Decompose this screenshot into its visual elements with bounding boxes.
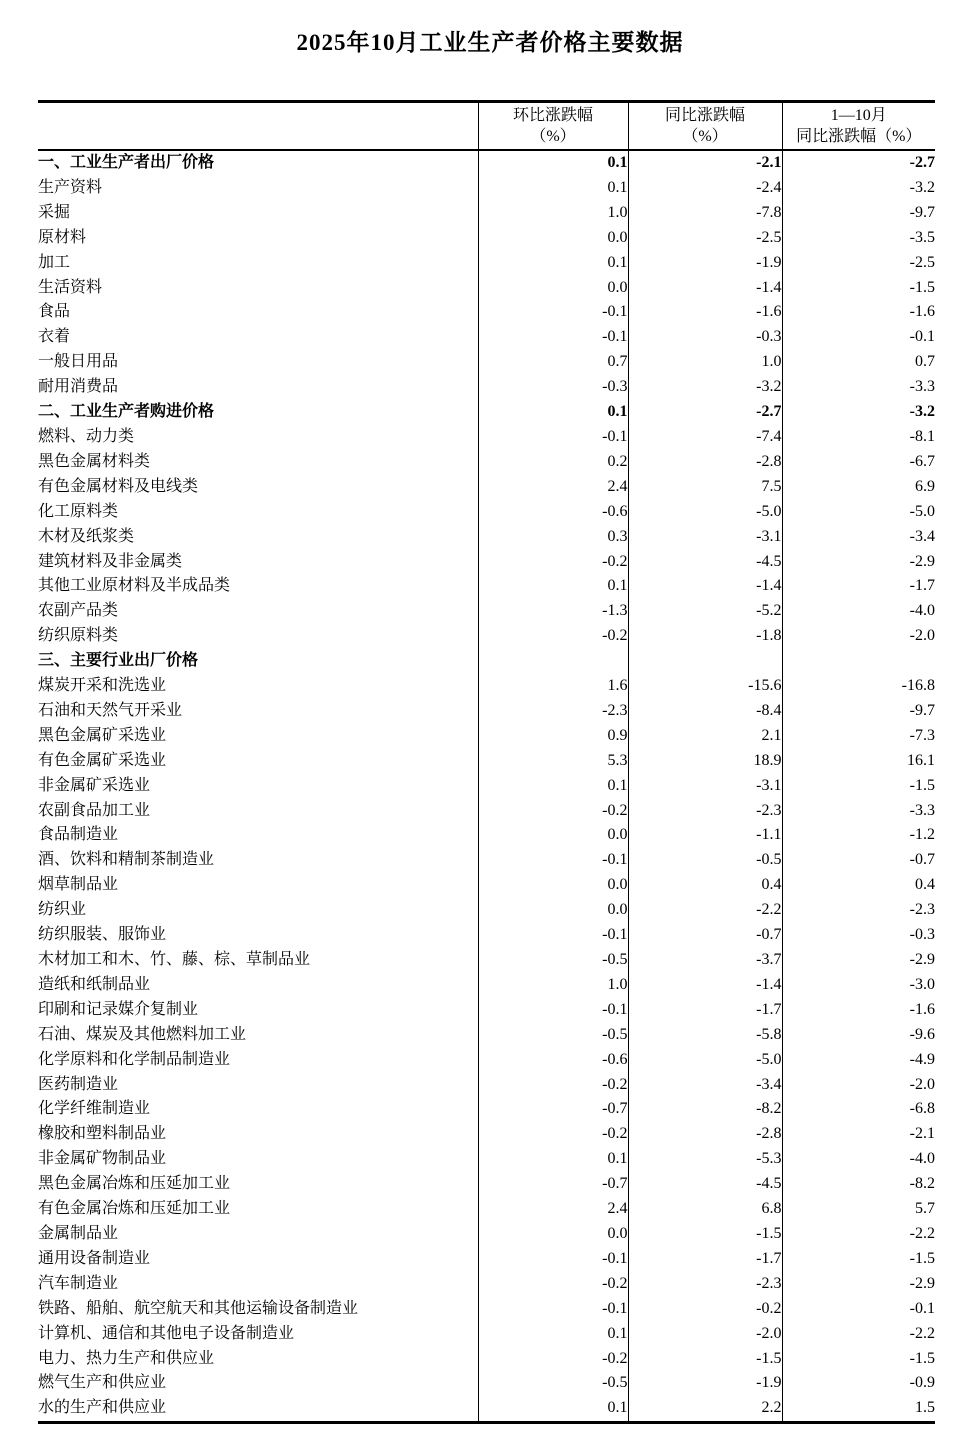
header-yoy-line2: （%）	[682, 128, 728, 145]
row-value-yoy: 0.4	[628, 873, 782, 898]
row-label: 非金属矿物制品业	[38, 1150, 167, 1168]
row-value-mom: 1.6	[478, 674, 628, 699]
table-row	[38, 1297, 935, 1322]
row-value-mom: 0.1	[478, 774, 628, 799]
row-value-yoy: -1.9	[628, 251, 782, 276]
row-value-yoy: 2.2	[628, 1396, 782, 1422]
page-title: 2025年10月工业生产者价格主要数据	[296, 30, 684, 55]
row-label: 加工	[38, 253, 71, 271]
row-label: 化学纤维制造业	[38, 1100, 151, 1118]
row-value-cumulative: 5.7	[782, 1197, 935, 1222]
table-row	[38, 724, 935, 749]
row-label: 其他工业原材料及半成品类	[38, 577, 231, 595]
row-value-yoy: -1.5	[628, 1222, 782, 1247]
row-value-mom: 0.1	[478, 251, 628, 276]
row-value-mom: 0.7	[478, 350, 628, 375]
table-row	[38, 1073, 935, 1098]
table-row	[38, 150, 935, 176]
header-mom	[478, 102, 628, 151]
row-label: 原材料	[38, 228, 87, 246]
table-row	[38, 923, 935, 948]
row-value-mom: 0.3	[478, 525, 628, 550]
row-value-mom: 2.4	[478, 475, 628, 500]
row-label: 通用设备制造业	[38, 1249, 151, 1267]
row-label: 食品	[38, 303, 71, 321]
row-value-yoy: -3.1	[628, 525, 782, 550]
row-value-mom: 0.2	[478, 450, 628, 475]
table-row	[38, 1048, 935, 1073]
table-row	[38, 1197, 935, 1222]
row-label: 电力、热力生产和供应业	[38, 1349, 215, 1367]
row-value-cumulative: -2.2	[782, 1222, 935, 1247]
table-row	[38, 749, 935, 774]
row-value-yoy: -5.8	[628, 1023, 782, 1048]
row-value-yoy: -2.1	[628, 150, 782, 176]
row-value-yoy: -1.5	[628, 1347, 782, 1372]
table-row	[38, 1272, 935, 1297]
table-row	[38, 1396, 935, 1422]
row-label: 石油和天然气开采业	[38, 701, 183, 719]
header-mom-line2: （%）	[530, 128, 576, 145]
row-value-mom: 0.1	[478, 400, 628, 425]
row-value-mom: 0.1	[478, 574, 628, 599]
row-value-mom: -0.1	[478, 923, 628, 948]
row-label: 黑色金属矿采选业	[38, 726, 167, 744]
row-label: 有色金属材料及电线类	[38, 477, 199, 495]
row-label: 农副产品类	[38, 602, 119, 620]
row-value-mom: -0.6	[478, 500, 628, 525]
row-value-mom: -0.1	[478, 1297, 628, 1322]
table-row	[38, 375, 935, 400]
header-mom-line1: 环比涨跌幅	[512, 107, 593, 124]
row-value-yoy: -4.5	[628, 1172, 782, 1197]
row-value-mom: 0.1	[478, 1396, 628, 1422]
header-category	[38, 102, 478, 151]
row-value-cumulative: -1.6	[782, 300, 935, 325]
row-value-yoy: -1.9	[628, 1371, 782, 1396]
row-value-yoy: -2.3	[628, 1272, 782, 1297]
row-label: 采掘	[38, 203, 71, 221]
table-row	[38, 226, 935, 251]
row-value-mom: 2.4	[478, 1197, 628, 1222]
table-row	[38, 450, 935, 475]
table-row	[38, 1023, 935, 1048]
row-value-yoy: 18.9	[628, 749, 782, 774]
row-label: 纺织业	[38, 901, 87, 919]
row-label: 生产资料	[38, 178, 103, 196]
row-value-cumulative: -5.0	[782, 500, 935, 525]
row-value-cumulative: -16.8	[782, 674, 935, 699]
row-value-cumulative: -1.5	[782, 774, 935, 799]
row-value-yoy: -1.6	[628, 300, 782, 325]
row-value-cumulative: -9.7	[782, 699, 935, 724]
row-value-cumulative: -2.9	[782, 550, 935, 575]
row-value-cumulative: -0.1	[782, 1297, 935, 1322]
row-value-yoy: -1.7	[628, 998, 782, 1023]
row-value-yoy: -0.3	[628, 325, 782, 350]
table-row	[38, 251, 935, 276]
row-value-cumulative: -1.7	[782, 574, 935, 599]
row-value-yoy: -3.2	[628, 375, 782, 400]
row-value-cumulative	[782, 649, 935, 674]
row-label: 纺织服装、服饰业	[38, 926, 167, 944]
row-value-mom: 0.1	[478, 150, 628, 176]
row-label: 黑色金属材料类	[38, 452, 151, 470]
row-value-mom: 1.0	[478, 201, 628, 226]
row-value-mom: -0.5	[478, 948, 628, 973]
row-value-mom: -0.1	[478, 998, 628, 1023]
row-value-mom: 0.1	[478, 1147, 628, 1172]
row-label: 一般日用品	[38, 353, 119, 371]
header-cumulative	[782, 102, 935, 151]
row-value-yoy: -3.1	[628, 774, 782, 799]
row-value-cumulative: -4.0	[782, 1147, 935, 1172]
row-value-mom: -0.3	[478, 375, 628, 400]
row-value-yoy: -0.7	[628, 923, 782, 948]
row-value-mom	[478, 649, 628, 674]
table-row	[38, 350, 935, 375]
row-label: 有色金属冶炼和压延加工业	[38, 1200, 231, 1218]
row-value-yoy: -0.5	[628, 848, 782, 873]
row-value-cumulative: -8.2	[782, 1172, 935, 1197]
row-label: 纺织原料类	[38, 627, 119, 645]
table-row	[38, 1172, 935, 1197]
row-label: 生活资料	[38, 278, 103, 296]
row-value-cumulative: -3.3	[782, 375, 935, 400]
row-value-yoy: -2.8	[628, 450, 782, 475]
row-value-cumulative: 16.1	[782, 749, 935, 774]
row-value-mom: -0.2	[478, 624, 628, 649]
table-row	[38, 1347, 935, 1372]
table-row	[38, 599, 935, 624]
table-row	[38, 574, 935, 599]
row-value-cumulative: -0.3	[782, 923, 935, 948]
table-row	[38, 1147, 935, 1172]
table-row	[38, 500, 935, 525]
table-row	[38, 1122, 935, 1147]
row-value-yoy	[628, 649, 782, 674]
row-value-cumulative: -2.0	[782, 624, 935, 649]
row-value-mom: 0.0	[478, 823, 628, 848]
row-value-cumulative: -3.2	[782, 400, 935, 425]
row-value-cumulative: -0.7	[782, 848, 935, 873]
row-value-cumulative: -2.0	[782, 1073, 935, 1098]
row-value-yoy: 7.5	[628, 475, 782, 500]
row-value-cumulative: -1.5	[782, 1347, 935, 1372]
row-label: 农副食品加工业	[38, 801, 151, 819]
row-value-cumulative: 1.5	[782, 1396, 935, 1422]
row-value-yoy: -2.5	[628, 226, 782, 251]
row-value-yoy: 1.0	[628, 350, 782, 375]
row-value-yoy: -2.8	[628, 1122, 782, 1147]
header-yoy	[628, 102, 782, 151]
row-value-mom: 0.0	[478, 276, 628, 301]
row-value-yoy: 6.8	[628, 1197, 782, 1222]
row-label: 耐用消费品	[38, 378, 119, 396]
row-value-yoy: -5.0	[628, 500, 782, 525]
table-body	[38, 150, 935, 1423]
row-value-cumulative: -1.6	[782, 998, 935, 1023]
row-value-cumulative: -1.5	[782, 276, 935, 301]
row-value-cumulative: 0.7	[782, 350, 935, 375]
row-value-mom: -0.1	[478, 325, 628, 350]
row-value-cumulative: -2.2	[782, 1322, 935, 1347]
row-value-yoy: -1.4	[628, 276, 782, 301]
row-label: 煤炭开采和洗选业	[38, 677, 167, 695]
row-value-mom: -0.2	[478, 550, 628, 575]
row-value-yoy: -8.4	[628, 699, 782, 724]
row-value-yoy: -1.7	[628, 1247, 782, 1272]
row-value-cumulative: -9.7	[782, 201, 935, 226]
row-value-cumulative: -2.3	[782, 898, 935, 923]
row-label: 黑色金属冶炼和压延加工业	[38, 1175, 231, 1193]
row-value-cumulative: -3.2	[782, 176, 935, 201]
row-label: 石油、煤炭及其他燃料加工业	[38, 1025, 247, 1043]
row-value-mom: 0.9	[478, 724, 628, 749]
row-label: 金属制品业	[38, 1224, 119, 1242]
table-row	[38, 898, 935, 923]
row-value-cumulative: -3.4	[782, 525, 935, 550]
row-label: 燃气生产和供应业	[38, 1374, 167, 1392]
table-row	[38, 1222, 935, 1247]
row-value-yoy: -2.7	[628, 400, 782, 425]
row-value-mom: -0.5	[478, 1023, 628, 1048]
row-value-yoy: -4.5	[628, 550, 782, 575]
row-value-mom: -0.1	[478, 1247, 628, 1272]
row-label: 食品制造业	[38, 826, 119, 844]
row-label: 建筑材料及非金属类	[38, 552, 183, 570]
row-label: 橡胶和塑料制品业	[38, 1125, 167, 1143]
row-label: 汽车制造业	[38, 1274, 119, 1292]
row-value-cumulative: -2.1	[782, 1122, 935, 1147]
row-value-cumulative: -8.1	[782, 425, 935, 450]
row-value-mom: -0.1	[478, 425, 628, 450]
row-value-cumulative: -2.9	[782, 948, 935, 973]
table-header-row	[38, 102, 935, 151]
row-value-cumulative: -0.9	[782, 1371, 935, 1396]
table-row	[38, 1371, 935, 1396]
table-row	[38, 624, 935, 649]
row-value-yoy: -5.2	[628, 599, 782, 624]
row-value-cumulative: -3.0	[782, 973, 935, 998]
row-value-cumulative: -6.8	[782, 1097, 935, 1122]
row-value-yoy: -5.0	[628, 1048, 782, 1073]
table-row	[38, 1322, 935, 1347]
row-value-cumulative: -0.1	[782, 325, 935, 350]
row-value-yoy: -15.6	[628, 674, 782, 699]
row-value-cumulative: -3.3	[782, 799, 935, 824]
row-value-cumulative: -4.0	[782, 599, 935, 624]
row-value-yoy: -2.0	[628, 1322, 782, 1347]
row-value-mom: 5.3	[478, 749, 628, 774]
row-value-mom: -2.3	[478, 699, 628, 724]
table-row	[38, 973, 935, 998]
row-label: 化学原料和化学制品制造业	[38, 1050, 231, 1068]
producer-price-table	[38, 100, 935, 1424]
row-value-mom: 0.0	[478, 226, 628, 251]
row-value-cumulative: -7.3	[782, 724, 935, 749]
row-value-mom: -0.2	[478, 1073, 628, 1098]
row-label: 印刷和记录媒介复制业	[38, 1000, 199, 1018]
table-row	[38, 201, 935, 226]
row-label: 非金属矿采选业	[38, 776, 151, 794]
row-label: 木材加工和木、竹、藤、棕、草制品业	[38, 951, 311, 968]
row-label: 烟草制品业	[38, 876, 119, 894]
row-value-mom: 0.0	[478, 898, 628, 923]
row-value-mom: -0.1	[478, 848, 628, 873]
row-value-mom: -0.1	[478, 300, 628, 325]
table-row	[38, 475, 935, 500]
row-value-yoy: -2.3	[628, 799, 782, 824]
row-value-mom: -0.2	[478, 1272, 628, 1297]
table-row	[38, 873, 935, 898]
row-value-mom: 0.0	[478, 1222, 628, 1247]
row-value-yoy: -1.1	[628, 823, 782, 848]
row-label: 酒、饮料和精制茶制造业	[38, 851, 215, 869]
row-value-yoy: -1.4	[628, 973, 782, 998]
row-label: 衣着	[38, 328, 71, 346]
row-value-cumulative: -2.9	[782, 1272, 935, 1297]
row-label: 二、工业生产者购进价格	[38, 403, 215, 421]
row-value-mom: -0.7	[478, 1097, 628, 1122]
header-yoy-line1: 同比涨跌幅	[664, 107, 745, 124]
row-value-cumulative: -1.5	[782, 1247, 935, 1272]
row-value-yoy: -0.2	[628, 1297, 782, 1322]
table-row	[38, 325, 935, 350]
row-value-mom: -0.2	[478, 1347, 628, 1372]
row-value-cumulative: -2.5	[782, 251, 935, 276]
row-value-cumulative: -4.9	[782, 1048, 935, 1073]
row-value-yoy: 2.1	[628, 724, 782, 749]
row-value-yoy: -3.7	[628, 948, 782, 973]
row-value-cumulative: -1.2	[782, 823, 935, 848]
row-value-yoy: -2.4	[628, 176, 782, 201]
row-value-yoy: -2.2	[628, 898, 782, 923]
row-value-yoy: -1.4	[628, 574, 782, 599]
table-row	[38, 699, 935, 724]
row-value-yoy: -8.2	[628, 1097, 782, 1122]
table-row	[38, 774, 935, 799]
row-value-mom: -1.3	[478, 599, 628, 624]
header-cumulative-line2: 同比涨跌幅（%）	[796, 128, 922, 145]
row-value-cumulative: -6.7	[782, 450, 935, 475]
table-row	[38, 1247, 935, 1272]
table-row	[38, 848, 935, 873]
row-value-yoy: -1.8	[628, 624, 782, 649]
row-label: 计算机、通信和其他电子设备制造业	[38, 1324, 295, 1342]
row-label: 三、主要行业出厂价格	[38, 652, 199, 670]
table-row	[38, 300, 935, 325]
table-row	[38, 276, 935, 301]
table-row	[38, 1097, 935, 1122]
table-row	[38, 823, 935, 848]
table-row	[38, 948, 935, 973]
row-value-mom: -0.6	[478, 1048, 628, 1073]
table-row	[38, 400, 935, 425]
row-label: 有色金属矿采选业	[38, 751, 167, 769]
row-value-yoy: -3.4	[628, 1073, 782, 1098]
table-row	[38, 649, 935, 674]
row-value-mom: 0.0	[478, 873, 628, 898]
row-value-mom: 0.1	[478, 1322, 628, 1347]
row-label: 燃料、动力类	[38, 427, 135, 445]
row-value-cumulative: -2.7	[782, 150, 935, 176]
row-value-cumulative: -9.6	[782, 1023, 935, 1048]
table-row	[38, 425, 935, 450]
table-row	[38, 799, 935, 824]
row-value-yoy: -5.3	[628, 1147, 782, 1172]
row-value-mom: -0.5	[478, 1371, 628, 1396]
row-label: 造纸和纸制品业	[38, 975, 151, 993]
row-value-cumulative: 6.9	[782, 475, 935, 500]
table-row	[38, 674, 935, 699]
row-value-cumulative: 0.4	[782, 873, 935, 898]
table-row	[38, 176, 935, 201]
row-value-yoy: -7.4	[628, 425, 782, 450]
row-label: 木材及纸浆类	[38, 527, 135, 545]
row-value-mom: 1.0	[478, 973, 628, 998]
row-value-mom: -0.7	[478, 1172, 628, 1197]
row-value-mom: 0.1	[478, 176, 628, 201]
row-label: 一、工业生产者出厂价格	[38, 154, 215, 171]
row-label: 医药制造业	[38, 1075, 119, 1093]
row-value-mom: -0.2	[478, 799, 628, 824]
row-label: 铁路、船舶、航空航天和其他运输设备制造业	[38, 1299, 359, 1317]
table-row	[38, 525, 935, 550]
row-value-cumulative: -3.5	[782, 226, 935, 251]
row-label: 水的生产和供应业	[38, 1399, 167, 1417]
row-value-yoy: -7.8	[628, 201, 782, 226]
header-cumulative-line1: 1—10月	[830, 107, 887, 124]
table-row	[38, 998, 935, 1023]
row-value-mom: -0.2	[478, 1122, 628, 1147]
table-row	[38, 550, 935, 575]
row-label: 化工原料类	[38, 502, 119, 520]
